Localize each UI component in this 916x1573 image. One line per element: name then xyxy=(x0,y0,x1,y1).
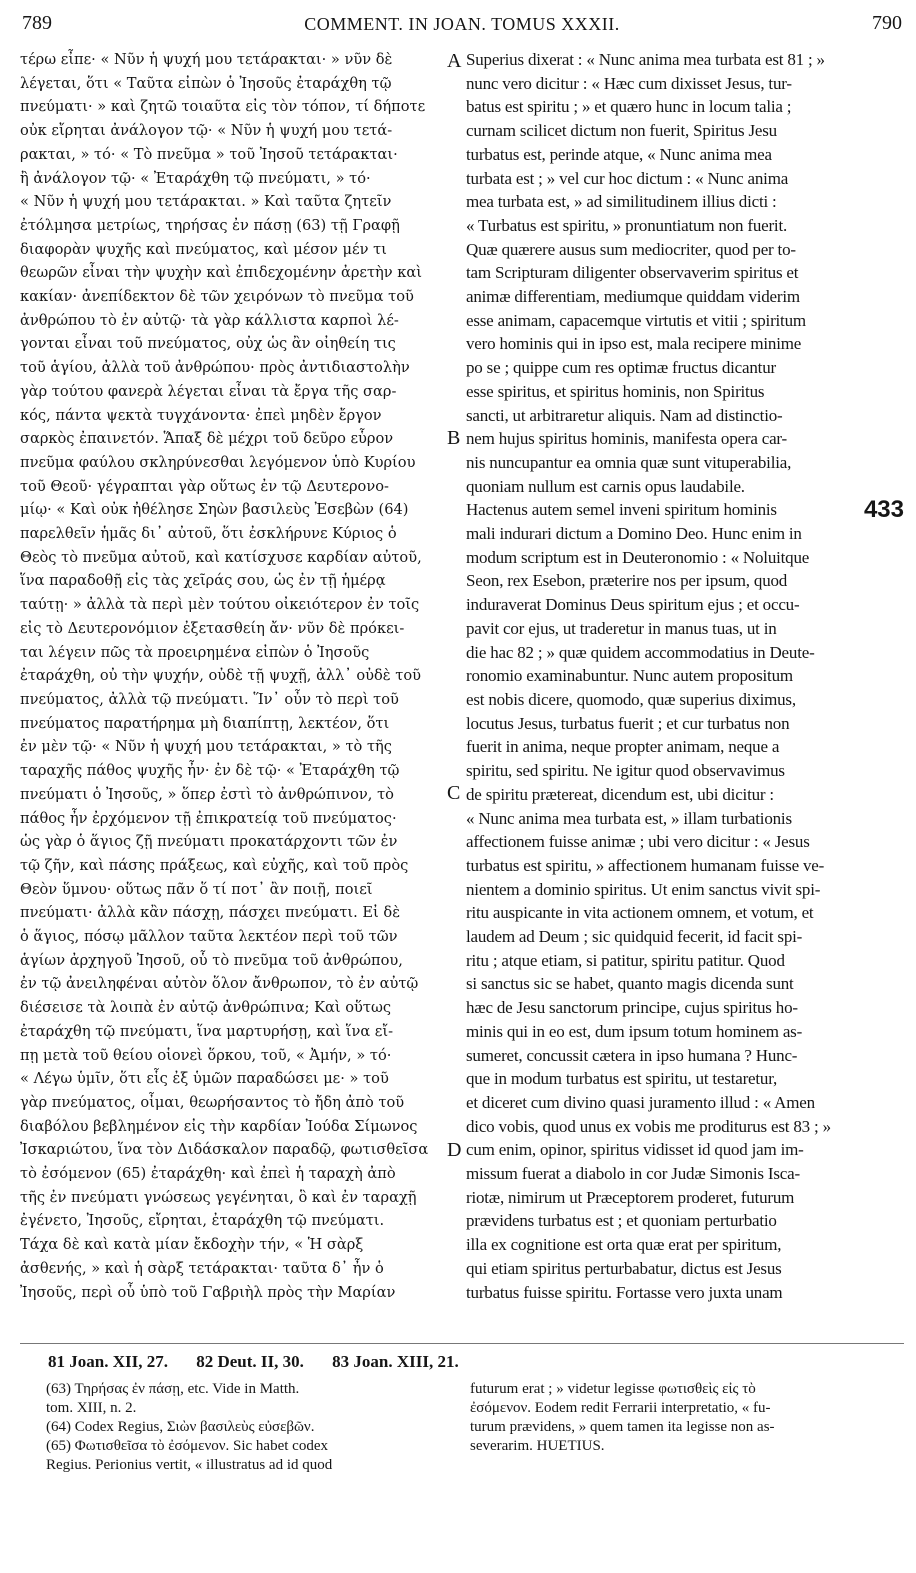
latin-line: curnam scilicet dictum non fuerit, Spiritus Jesu xyxy=(466,121,777,141)
greek-text-column xyxy=(20,48,460,1304)
greek-line: πνεύματι· ἀλλὰ κἂν πάσχῃ, πάσχει πνεύματι. Εἰ δὲ xyxy=(20,904,401,922)
latin-line: po se ; quippe cum res optimæ fructus dicantur xyxy=(466,358,776,378)
greek-line: ἁγίων ἀρχηγοῦ Ἰησοῦ, οὗ τὸ πνεῦμα τοῦ ἀνθρώπου, xyxy=(20,951,403,969)
greek-line: Ἰησοῦς, περὶ οὗ ὑπὸ τοῦ Γαβριὴλ πρὸς τὴν Μαρίαν xyxy=(20,1283,396,1301)
greek-line: παρελθεῖν ἡμᾶς δι᾽ αὐτοῦ, ὅτι ἐσκλήρυνε Κύριος ὁ xyxy=(20,525,397,543)
latin-line: dico vobis, quod unus ex vobis me proditurus est 83 ; » xyxy=(466,1116,831,1136)
greek-line: « Λέγω ὑμῖν, ὅτι εἷς ἐξ ὑμῶν παραδώσει με· » τοῦ xyxy=(20,1070,389,1088)
latin-line: ritu ; atque etiam, si patitur, spiritu patitur. Quod xyxy=(466,950,785,970)
greek-line: ἐγένετο, Ἰησοῦς, εἴρηται, ἐταράχθη τῷ πνεύματι. xyxy=(20,1212,385,1230)
greek-line: ἐν μὲν τῷ· « Νῦν ἡ ψυχή μου τετάρακται, » τὸ τῆς xyxy=(20,738,392,756)
latin-line: fuerit in anima, neque propter animam, neque a xyxy=(466,737,780,757)
latin-line: turbata est ; » vel cur hoc dictum : « Nunc anima xyxy=(466,168,789,188)
latin-line: batus est spiritu ; » et quæro hunc in locum talia ; xyxy=(466,97,792,117)
greek-line: Θεὸν ὕμνου· οὕτως πᾶν ὅ τί ποτ᾽ ἂν ποιῇ, ποιεῖ xyxy=(20,880,373,898)
latin-line: die hac 82 ; » quæ quidem accommodatius in Deute- xyxy=(466,642,815,662)
note-line: ἐσόμενον. Eodem redit Ferrarii interpretatio, « fu- xyxy=(470,1400,771,1416)
greek-line: πῃ μετὰ τοῦ θείου οἱονεὶ ὅρκου, τοῦ, « Ἀμήν, » τό· xyxy=(20,1046,392,1064)
latin-line: que in modum turbatus est spiritu, ut testaretur, xyxy=(466,1069,778,1089)
greek-line: κακίαν· ἀνεπίδεκτον δὲ τῶν χειρόνων τὸ πνεῦμα τοῦ xyxy=(20,288,414,306)
greek-line: τῷ ζῆν, καὶ πάσης πράξεως, καὶ εὐχῆς, καὶ τοῦ πρὸς xyxy=(20,856,409,874)
greek-line: διαφορὰν ψυχῆς καὶ πνεύματος, καὶ μέσον μέν τι xyxy=(20,240,387,258)
latin-line: vero hominis qui in ipso est, mala recipere minime xyxy=(466,334,802,354)
greek-line: ρακται, » τό· « Τὸ πνεῦμα » τοῦ Ἰησοῦ τετάρακται· xyxy=(20,145,398,163)
page-header xyxy=(22,12,902,42)
greek-line: ἐν τῷ ἀνειληφέναι αὐτὸν ὅλον ἄνθρωπον, τὸ ἐν αὐτῷ xyxy=(20,975,419,993)
greek-line: τῆς ἐν πνεύματι γνώσεως γεγένηται, ὃ καὶ ἐν ταραχῇ xyxy=(20,1188,417,1206)
greek-line: πνεύματι· » καὶ ζητῶ τοιαῦτα εἰς τὸν τόπον, τί δήποτε xyxy=(20,98,426,116)
latin-line: « Nunc anima mea turbata est, » illam turbationis xyxy=(466,808,792,828)
greek-line: ὡς γὰρ ὁ ἅγιος ζῇ πνεύματι προκατάρχοντι τῶν ἐν xyxy=(20,833,398,851)
greek-line: πνεύματος παρατήρημα μὴ διαπίπτῃ, λεκτέον, ὅτι xyxy=(20,714,390,732)
greek-line: Τάχα δὲ καὶ κατὰ μίαν ἔκδοχὴν τήν, « Ἡ σὰρξ xyxy=(20,1236,364,1254)
greek-line: ταραχῆς πάθος ψυχῆς ἦν· ἐν δὲ τῷ· « Ἐταράχθη τῷ xyxy=(20,762,400,780)
greek-line: ὁ ἅγιος, πόσῳ μᾶλλον ταῦτα λεκτέον περὶ τοῦ τῶν xyxy=(20,928,398,946)
latin-line: locutus Jesus, turbatus fuerit ; et cur turbatus non xyxy=(466,713,790,733)
latin-line: tam Scripturam diligenter observaverim spiritus et xyxy=(466,263,799,283)
latin-line: est nobis dicere, quomodo, quæ superius diximus, xyxy=(466,689,796,709)
latin-line: laudem ad Deum ; sic quidquid fecerit, id facit spi- xyxy=(466,927,803,947)
greek-line: γὰρ τούτου φανερὰ λέγεται εἶναι τὰ ἔργα τῆς σαρ- xyxy=(20,382,397,400)
latin-line: et diceret cum divino quasi juramento illud : « Amen xyxy=(466,1092,815,1112)
latin-line: illa ex cognitione est orta quæ erat per spiritum, xyxy=(466,1235,782,1255)
latin-line: turbatus est spiritu, » affectionem humanam fuisse ve- xyxy=(466,855,825,875)
latin-line: ritu auspicante in vita actionem omnem, et votum, et xyxy=(466,903,814,923)
greek-line: ἵνα παραδοθῇ εἰς τὰς χεῖράς σου, ὡς ἐν τῇ ἡμέρᾳ xyxy=(20,572,386,590)
margin-marker-c: C xyxy=(447,782,461,804)
latin-line: nientem a dominio spiritus. Ut enim sanctus vivit spi- xyxy=(466,879,821,899)
greek-line: γονται εἶναι τοῦ πνεύματος, οὐχ ὡς ἂν οἰηθείη τις xyxy=(20,335,396,353)
editor-notes-right xyxy=(470,1380,775,1456)
latin-text-column xyxy=(466,48,904,1304)
greek-line: ἐτόλμησα μετρίως, τηρήσας ἐν πάσῃ (63) τῇ Γραφῇ xyxy=(20,216,400,234)
latin-line: quoniam nullum est carnis opus laudabile. xyxy=(466,476,745,496)
greek-line: ται λέγειν πῶς τὰ προειρημένα εἰπὼν ὁ Ἰησοῦς xyxy=(20,643,370,661)
page-number-left: 789 xyxy=(22,12,52,34)
latin-line: mali indurari dictum a Domino Deo. Hunc enim in xyxy=(466,524,802,544)
margin-marker-a: A xyxy=(447,50,462,72)
greek-line: τὸ ἐσόμενον (65) ἐταράχθη· καὶ ἐπεὶ ἡ ταραχὴ ἀπὸ xyxy=(20,1165,396,1183)
running-title: COMMENT. IN JOAN. TOMUS XXXII. xyxy=(304,14,620,34)
scripture-footnotes xyxy=(48,1352,483,1372)
latin-line: esse animam, capacemque virtutis et vitii ; spiritum xyxy=(466,310,806,330)
latin-line: Quæ quærere ausus sum mediocriter, quod per to- xyxy=(466,239,796,259)
greek-line: τοῦ Θεοῦ· γέγραπται γὰρ οὕτως ἐν τῷ Δευτερονο- xyxy=(20,477,389,495)
note-line: Regius. Perionius vertit, « illustratus ad id quod xyxy=(46,1457,333,1473)
latin-line: missum fuerat a diabolo in cor Judæ Simonis Isca- xyxy=(466,1164,800,1184)
latin-line: pavit cor ejus, ut traderetur in manus tuas, ut in xyxy=(466,618,777,638)
latin-line: Superius dixerat : « Nunc anima mea turbata est 81 ; » xyxy=(466,50,825,69)
greek-line: γὰρ πνεύματος, οἶμαι, θεωρήσαντος τὸ ἤδη ἀπὸ τοῦ xyxy=(20,1093,405,1111)
note-line: turum prævidens, » quem tamen ita legisse non as- xyxy=(470,1419,775,1435)
latin-line: nem hujus spiritus hominis, manifesta opera car- xyxy=(466,429,788,449)
note-line: severarim. HUETIUS. xyxy=(470,1438,605,1454)
latin-line: Hactenus autem semel inveni spiritum hominis xyxy=(466,500,777,520)
footnote-divider xyxy=(20,1343,904,1344)
latin-line: affectionem fuisse animæ ; ubi vero dicitur : « Jesus xyxy=(466,832,810,852)
latin-line: ronomio examinabuntur. Nunc autem propositum xyxy=(466,666,793,686)
page-number-right: 790 xyxy=(872,12,902,34)
footnote-83: 83 Joan. XIII, 21. xyxy=(332,1352,459,1371)
greek-line: λέγεται, ὅτι « Ταῦτα εἰπὼν ὁ Ἰησοῦς ἐταράχθη τῷ xyxy=(20,74,392,92)
editor-notes-left xyxy=(46,1380,332,1475)
greek-line: Ἰσκαριώτου, ἵνα τὸν Διδάσκαλον παραδῷ, φωτισθεῖσα xyxy=(20,1141,429,1159)
latin-line: animæ differentiam, mediumque quiddam viderim xyxy=(466,287,800,307)
latin-line: turbatus est, perinde atque, « Nunc anima mea xyxy=(466,144,772,164)
greek-line: ἀνθρώπου τὸ ἐν αὐτῷ· τὰ γὰρ κάλλιστα καρποὶ λέ- xyxy=(20,311,399,329)
latin-line: Seon, rex Esebon, præterire nos per ipsum, quod xyxy=(466,571,788,591)
latin-line: induraverat Dominus Deus spiritum ejus ; et occu- xyxy=(466,595,800,615)
greek-line: τέρω εἶπε· « Νῦν ἡ ψυχή μου τετάρακται· » νῦν δὲ xyxy=(20,51,393,68)
greek-line: οὐκ εἴρηται ἀνάλογον τῷ· « Νῦν ἡ ψυχή μου τετά- xyxy=(20,122,393,140)
greek-line: θεωρῶν εἶναι τὴν ψυχὴν καὶ ἐπιδεχομένην ἀρετὴν καὶ xyxy=(20,264,422,282)
greek-line: σαρκὸς ἐπαινετόν. Ἅπαξ δὲ μέχρι τοῦ δεῦρο εὗρον xyxy=(20,430,394,448)
greek-line: διαβόλου βεβλημένον εἰς τὴν καρδίαν Ἰούδα Σίμωνος xyxy=(20,1117,418,1135)
latin-line: sancti, ut arbitraretur aliquis. Nam ad distinctio- xyxy=(466,405,783,425)
greek-line: πνεύματος, ἀλλὰ τῷ πνεύματι. Ἵν᾽ οὖν τὸ περὶ τοῦ xyxy=(20,690,399,708)
column-number: 433 xyxy=(863,496,904,523)
note-line: (63) Τηρήσας ἐν πάσῃ, etc. Vide in Matth. xyxy=(46,1381,300,1397)
footnote-81: 81 Joan. XII, 27. xyxy=(48,1352,168,1371)
margin-marker-d: D xyxy=(447,1139,462,1161)
greek-line: κός, πάντα ψεκτὰ τυγχάνοντα· ἐπεὶ μηδὲν ἔργον xyxy=(20,406,382,424)
latin-line: qui etiam spiritus perturbabatur, dictus est Jesus xyxy=(466,1258,782,1278)
latin-line: turbatus fuisse spiritu. Fortasse vero juxta unam xyxy=(466,1282,783,1302)
latin-line: si sanctus sic se habet, quanto magis dicenda sunt xyxy=(466,974,794,994)
latin-line: prævidens turbatus est ; et quoniam perturbatio xyxy=(466,1211,777,1231)
greek-line: εἰς τὸ Δευτερονόμιον ἐξετασθείη ἄν· νῦν δὲ πρόκει- xyxy=(20,619,405,637)
latin-line: mea turbata est, » ad similitudinem illius dicti : xyxy=(466,192,777,212)
greek-line: τοῦ ἁγίου, ἀλλὰ τοῦ ἀνθρώπου· πρὸς ἀντιδιαστολὴν xyxy=(20,359,410,377)
greek-line: ἐταράχθη, οὐ τὴν ψυχήν, οὐδὲ τῇ ψυχῇ, ἀλλ᾽ οὐδὲ τοῦ xyxy=(20,667,422,685)
greek-line: πάθος ἦν ἐρχόμενον τῇ ἐπικρατείᾳ τοῦ πνεύματος· xyxy=(20,809,397,827)
latin-line: spiritu, sed spiritu. Ne igitur quod observavimus xyxy=(466,761,785,781)
latin-line: esse spiritus, et spiritus hominis, non Spiritus xyxy=(466,381,765,401)
margin-marker-b: B xyxy=(447,427,461,449)
latin-line: sumeret, concussit cætera in ipso humana ? Hunc- xyxy=(466,1045,798,1065)
latin-line: « Turbatus est spiritu, » pronuntiatum non fuerit. xyxy=(466,215,788,235)
note-line: (64) Codex Regius, Σιὼν βασιλεὺς εὐσεβῶν. xyxy=(46,1419,315,1435)
greek-line: ἀσθενής, » καὶ ἡ σὰρξ τετάρακται· ταῦτα δ᾽ ἦν ὁ xyxy=(20,1259,384,1277)
greek-line: ταύτῃ· » ἀλλὰ τὰ περὶ μὲν τούτου οἰκειότερον ἐν τοῖς xyxy=(20,596,420,614)
latin-line: nis nuncupantur ea omnia quæ sunt vituperabilia, xyxy=(466,452,792,472)
greek-line: ἐταράχθη τῷ πνεύματι, ἵνα μαρτυρήσῃ, καὶ ἵνα εἴ- xyxy=(20,1022,394,1040)
note-line: (65) Φωτισθεῖσα τὸ ἐσόμενον. Sic habet codex xyxy=(46,1438,328,1454)
note-line: futurum erat ; » videtur legisse φωτισθεὶς εἰς τὸ xyxy=(470,1381,756,1397)
latin-line: cum enim, opinor, spiritus vidisset id quod jam im- xyxy=(466,1140,804,1160)
greek-line: πνεύματι ὁ Ἰησοῦς, » ὅπερ ἐστὶ τὸ ἀνθρώπινον, τὸ xyxy=(20,785,394,803)
latin-line: modum scriptum est in Deuteronomio : « Noluitque xyxy=(466,547,810,567)
latin-line: hæc de Jesu sanctorum principe, cujus spiritus ho- xyxy=(466,998,798,1018)
latin-line: nunc vero dicitur : « Hæc cum dixisset Jesus, tur- xyxy=(466,73,792,93)
latin-line: riotæ, nimirum ut Præceptorem proderet, futurum xyxy=(466,1187,795,1207)
greek-line: « Νῦν ἡ ψυχή μου τετάρακται. » Καὶ ταῦτα ζητεῖν xyxy=(20,193,392,211)
note-line: tom. XIII, n. 2. xyxy=(46,1400,137,1416)
footnote-82: 82 Deut. II, 30. xyxy=(196,1352,304,1371)
greek-line: ἢ ἀνάλογον τῷ· « Ἐταράχθη τῷ πνεύματι, » τό· xyxy=(20,169,371,187)
latin-line: de spiritu prætereat, dicendum est, ubi dicitur : xyxy=(466,784,774,804)
greek-line: διέσεισε τὰ λοιπὰ ἐν αὐτῷ ἀνθρώπινα; Καὶ οὕτως xyxy=(20,999,392,1017)
greek-line: Θεὸς τὸ πνεῦμα αὐτοῦ, καὶ κατίσχυσε καρδίαν αὐτοῦ, xyxy=(20,548,422,566)
greek-line: πνεῦμα φαύλου σκληρύνεσθαι λεγόμενον ὑπὸ Κυρίου xyxy=(20,453,416,471)
latin-line: minis qui in eo est, dum ipsum totum hominem as- xyxy=(466,1021,803,1041)
greek-line: μίῳ· « Καὶ οὐκ ἠθέλησε Σηὼν βασιλεὺς Ἐσεβὼν (64) xyxy=(20,501,409,519)
